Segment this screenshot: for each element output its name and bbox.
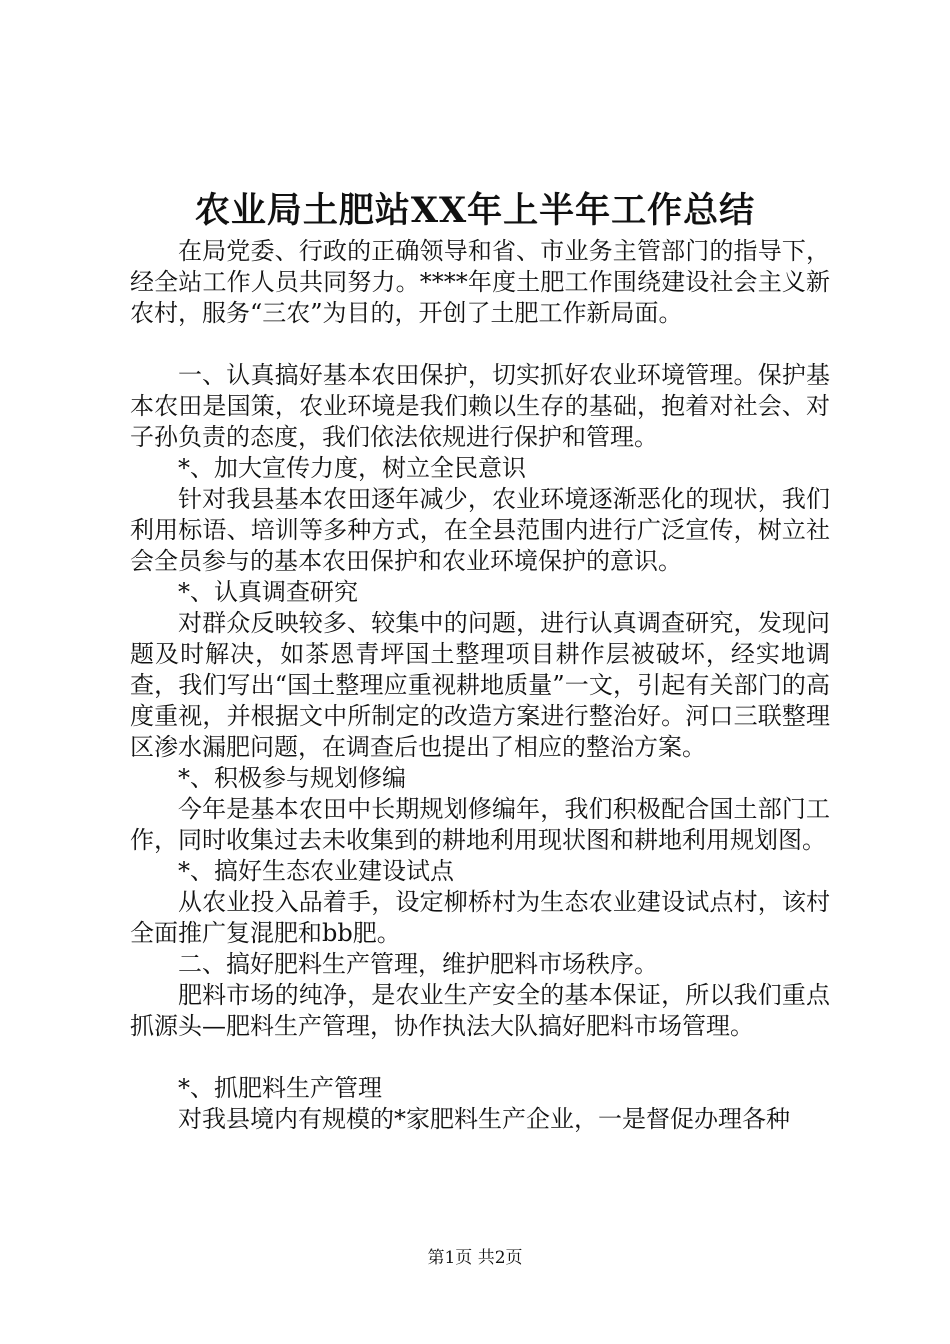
document-body — [130, 236, 830, 1135]
eco-pilot-paragraph: 从农业投入品着手，设定柳桥村为生态农业建设试点村，该村全面推广复混肥和bb肥。 — [130, 888, 830, 947]
planning-paragraph: 今年是基本农田中长期规划修编年，我们积极配合国土部门工作，同时收集过去未收集到的耕地利用现状图和耕地利用规划图。 — [130, 795, 830, 854]
intro-paragraph: 在局党委、行政的正确领导和省、市业务主管部门的指导下，经全站工作人员共同努力。****年度土肥工作围绕建设社会主义新农村，服务“三农”为目的，开创了土肥工作新局面。 — [130, 237, 830, 327]
page-footer: 第1页 共2页 — [427, 1248, 523, 1268]
section-two-heading: 二、搞好肥料生产管理，维护肥料市场秩序。 — [178, 950, 658, 978]
paragraph-spacer — [130, 1042, 830, 1073]
subheading-eco-pilot: *、搞好生态农业建设试点 — [178, 857, 454, 885]
section-one-paragraph: 一、认真搞好基本农田保护，切实抓好农业环境管理。保护基本农田是国策，农业环境是我们赖以生存的基础，抱着对社会、对子孙负责的态度，我们依法依规进行保护和管理。 — [130, 361, 830, 451]
subheading-production: *、抓肥料生产管理 — [178, 1074, 382, 1102]
document-title: 农业局土肥站XX年上半年工作总结 — [194, 190, 756, 231]
publicity-paragraph: 针对我县基本农田逐年减少，农业环境逐渐恶化的现状，我们利用标语、培训等多种方式，在全县范围内进行广泛宣传，树立社会全员参与的基本农田保护和农业环境保护的意识。 — [130, 485, 830, 575]
paragraph-spacer — [130, 329, 830, 360]
subheading-planning: *、积极参与规划修编 — [178, 764, 406, 792]
subheading-publicity: *、加大宣传力度，树立全民意识 — [178, 454, 526, 482]
fertilizer-market-paragraph: 肥料市场的纯净，是农业生产安全的基本保证，所以我们重点抓源头—肥料生产管理，协作执法大队搞好肥料市场管理。 — [130, 981, 830, 1040]
subheading-research: *、认真调查研究 — [178, 578, 358, 606]
production-paragraph: 对我县境内有规模的*家肥料生产企业，一是督促办理各种 — [178, 1105, 790, 1133]
research-paragraph: 对群众反映较多、较集中的问题，进行认真调查研究，发现问题及时解决，如茶恩青坪国土整理项目耕作层被破坏，经实地调查，我们写出“国土整理应重视耕地质量”一文，引起有关部门的高度重视，并根据文中所制定的改造方案进行整治好。河口三联整理区渗水漏肥问题，在调查后也提出了相应的整治方案。 — [130, 609, 830, 761]
